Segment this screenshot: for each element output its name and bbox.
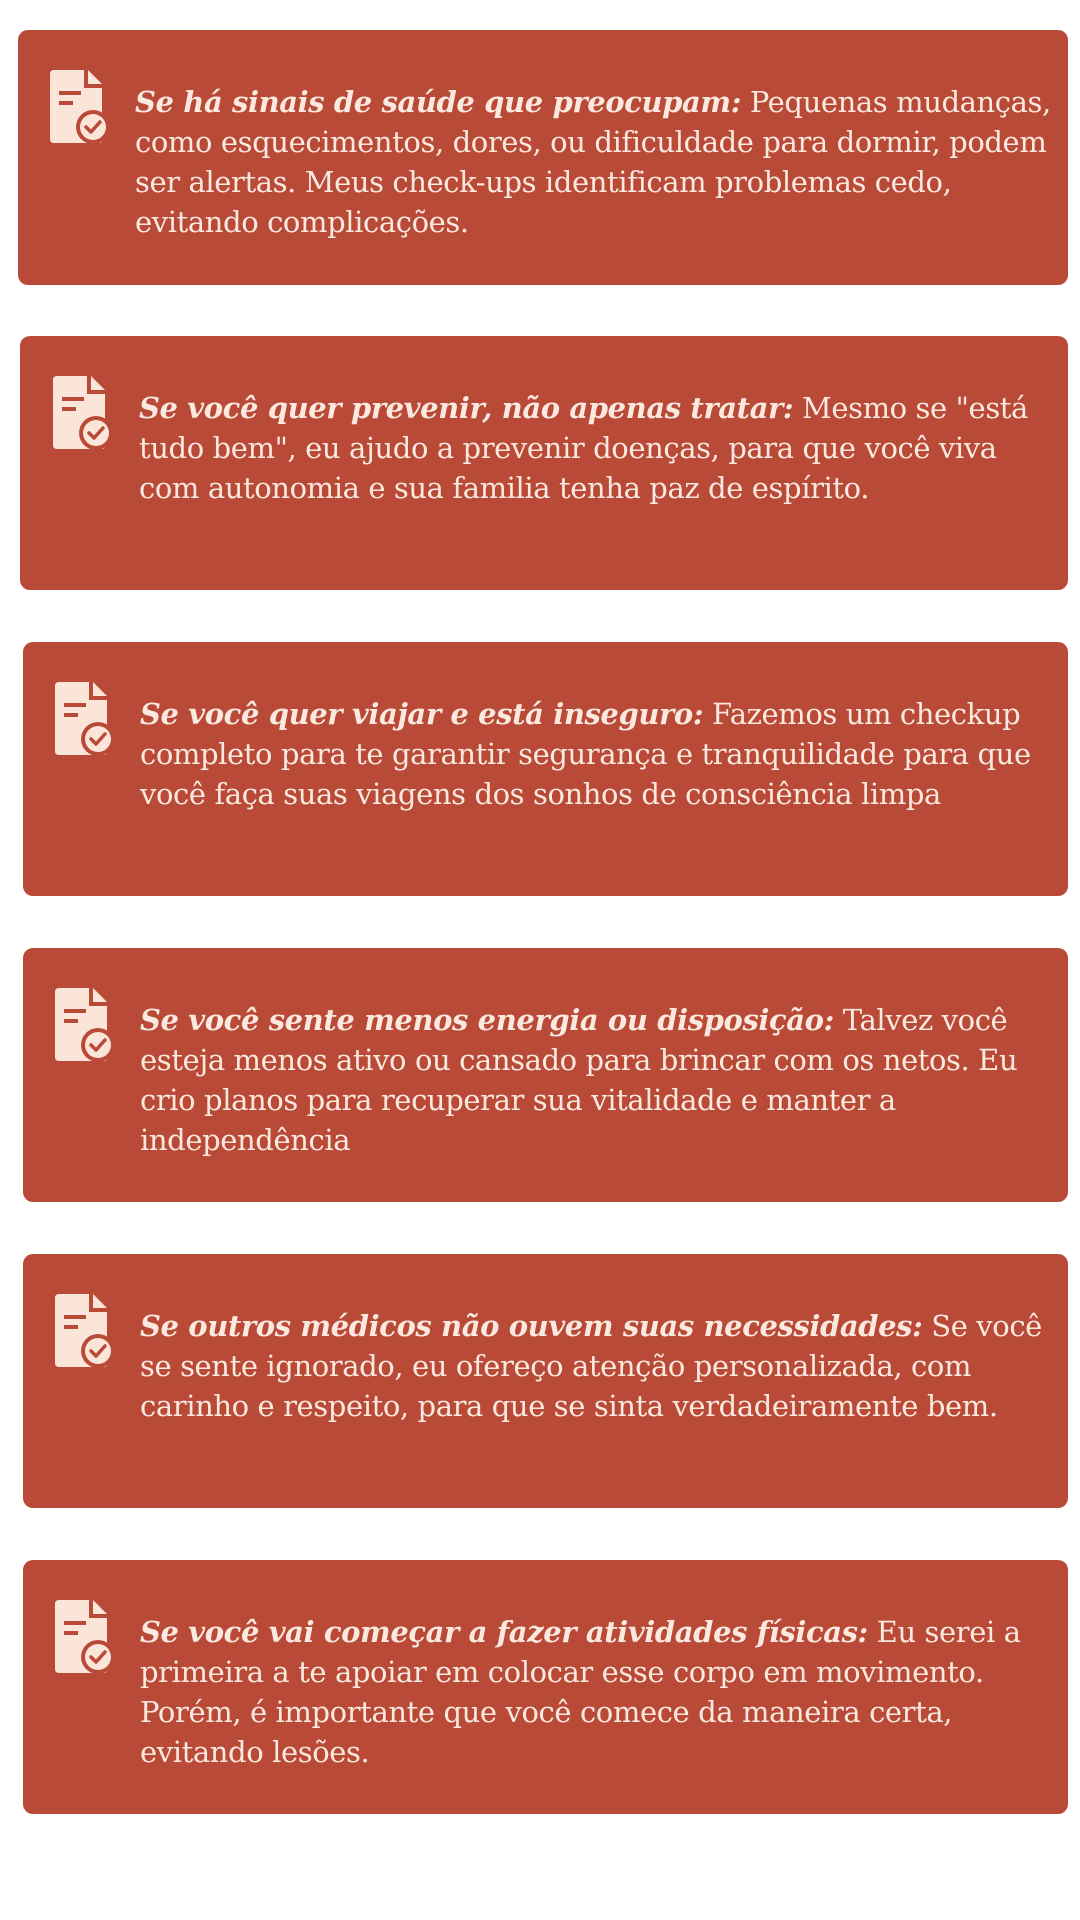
benefit-body: Fazemos um checkup completo para te garantir segurança e tranquilidade para que você faça suas viagens dos sonhos de consciência limpa <box>140 697 1031 811</box>
benefit-lead: Se você quer viajar e está inseguro: <box>140 697 704 731</box>
benefit-card <box>23 642 1068 896</box>
benefit-card <box>23 1560 1068 1814</box>
benefit-card <box>23 948 1068 1202</box>
document-check-icon <box>51 680 115 756</box>
benefit-text <box>140 1306 1055 1426</box>
benefit-card <box>18 30 1068 285</box>
benefit-body: Mesmo se "está tudo bem", eu ajudo a prevenir doenças, para que você viva com autonomia e sua familia tenha paz de espírito. <box>139 391 1028 505</box>
document-check-icon <box>51 1598 115 1674</box>
benefit-text <box>140 1612 1055 1772</box>
benefit-text <box>135 82 1055 242</box>
benefit-text <box>140 1000 1055 1160</box>
benefit-lead: Se você sente menos energia ou disposição: <box>140 1003 834 1037</box>
document-check-icon <box>49 374 113 450</box>
benefit-body: Pequenas mudanças, como esquecimentos, dores, ou dificuldade para dormir, podem ser alertas. Meus check-ups identificam problemas cedo, evitando complicações. <box>135 85 1051 239</box>
benefit-text <box>140 694 1055 814</box>
benefit-body: Talvez você esteja menos ativo ou cansado para brincar com os netos. Eu crio planos para recuperar sua vitalidade e manter a independência <box>140 1003 1018 1157</box>
benefit-card <box>23 1254 1068 1508</box>
benefit-body: Eu serei a primeira a te apoiar em colocar esse corpo em movimento. Porém, é importante que você comece da maneira certa, evitando lesões. <box>140 1615 1021 1769</box>
document-check-icon <box>51 986 115 1062</box>
document-check-icon <box>46 68 110 144</box>
benefit-lead: Se você quer prevenir, não apenas tratar: <box>139 391 794 425</box>
document-check-icon <box>51 1292 115 1368</box>
benefit-text <box>139 388 1057 508</box>
benefit-lead: Se há sinais de saúde que preocupam: <box>135 85 742 119</box>
benefit-body: Se você se sente ignorado, eu ofereço atenção personalizada, com carinho e respeito, para que se sinta verdadeiramente bem. <box>140 1309 1042 1423</box>
benefit-card <box>20 336 1068 590</box>
benefit-lead: Se você vai começar a fazer atividades físicas: <box>140 1615 868 1649</box>
benefit-lead: Se outros médicos não ouvem suas necessidades: <box>140 1309 923 1343</box>
